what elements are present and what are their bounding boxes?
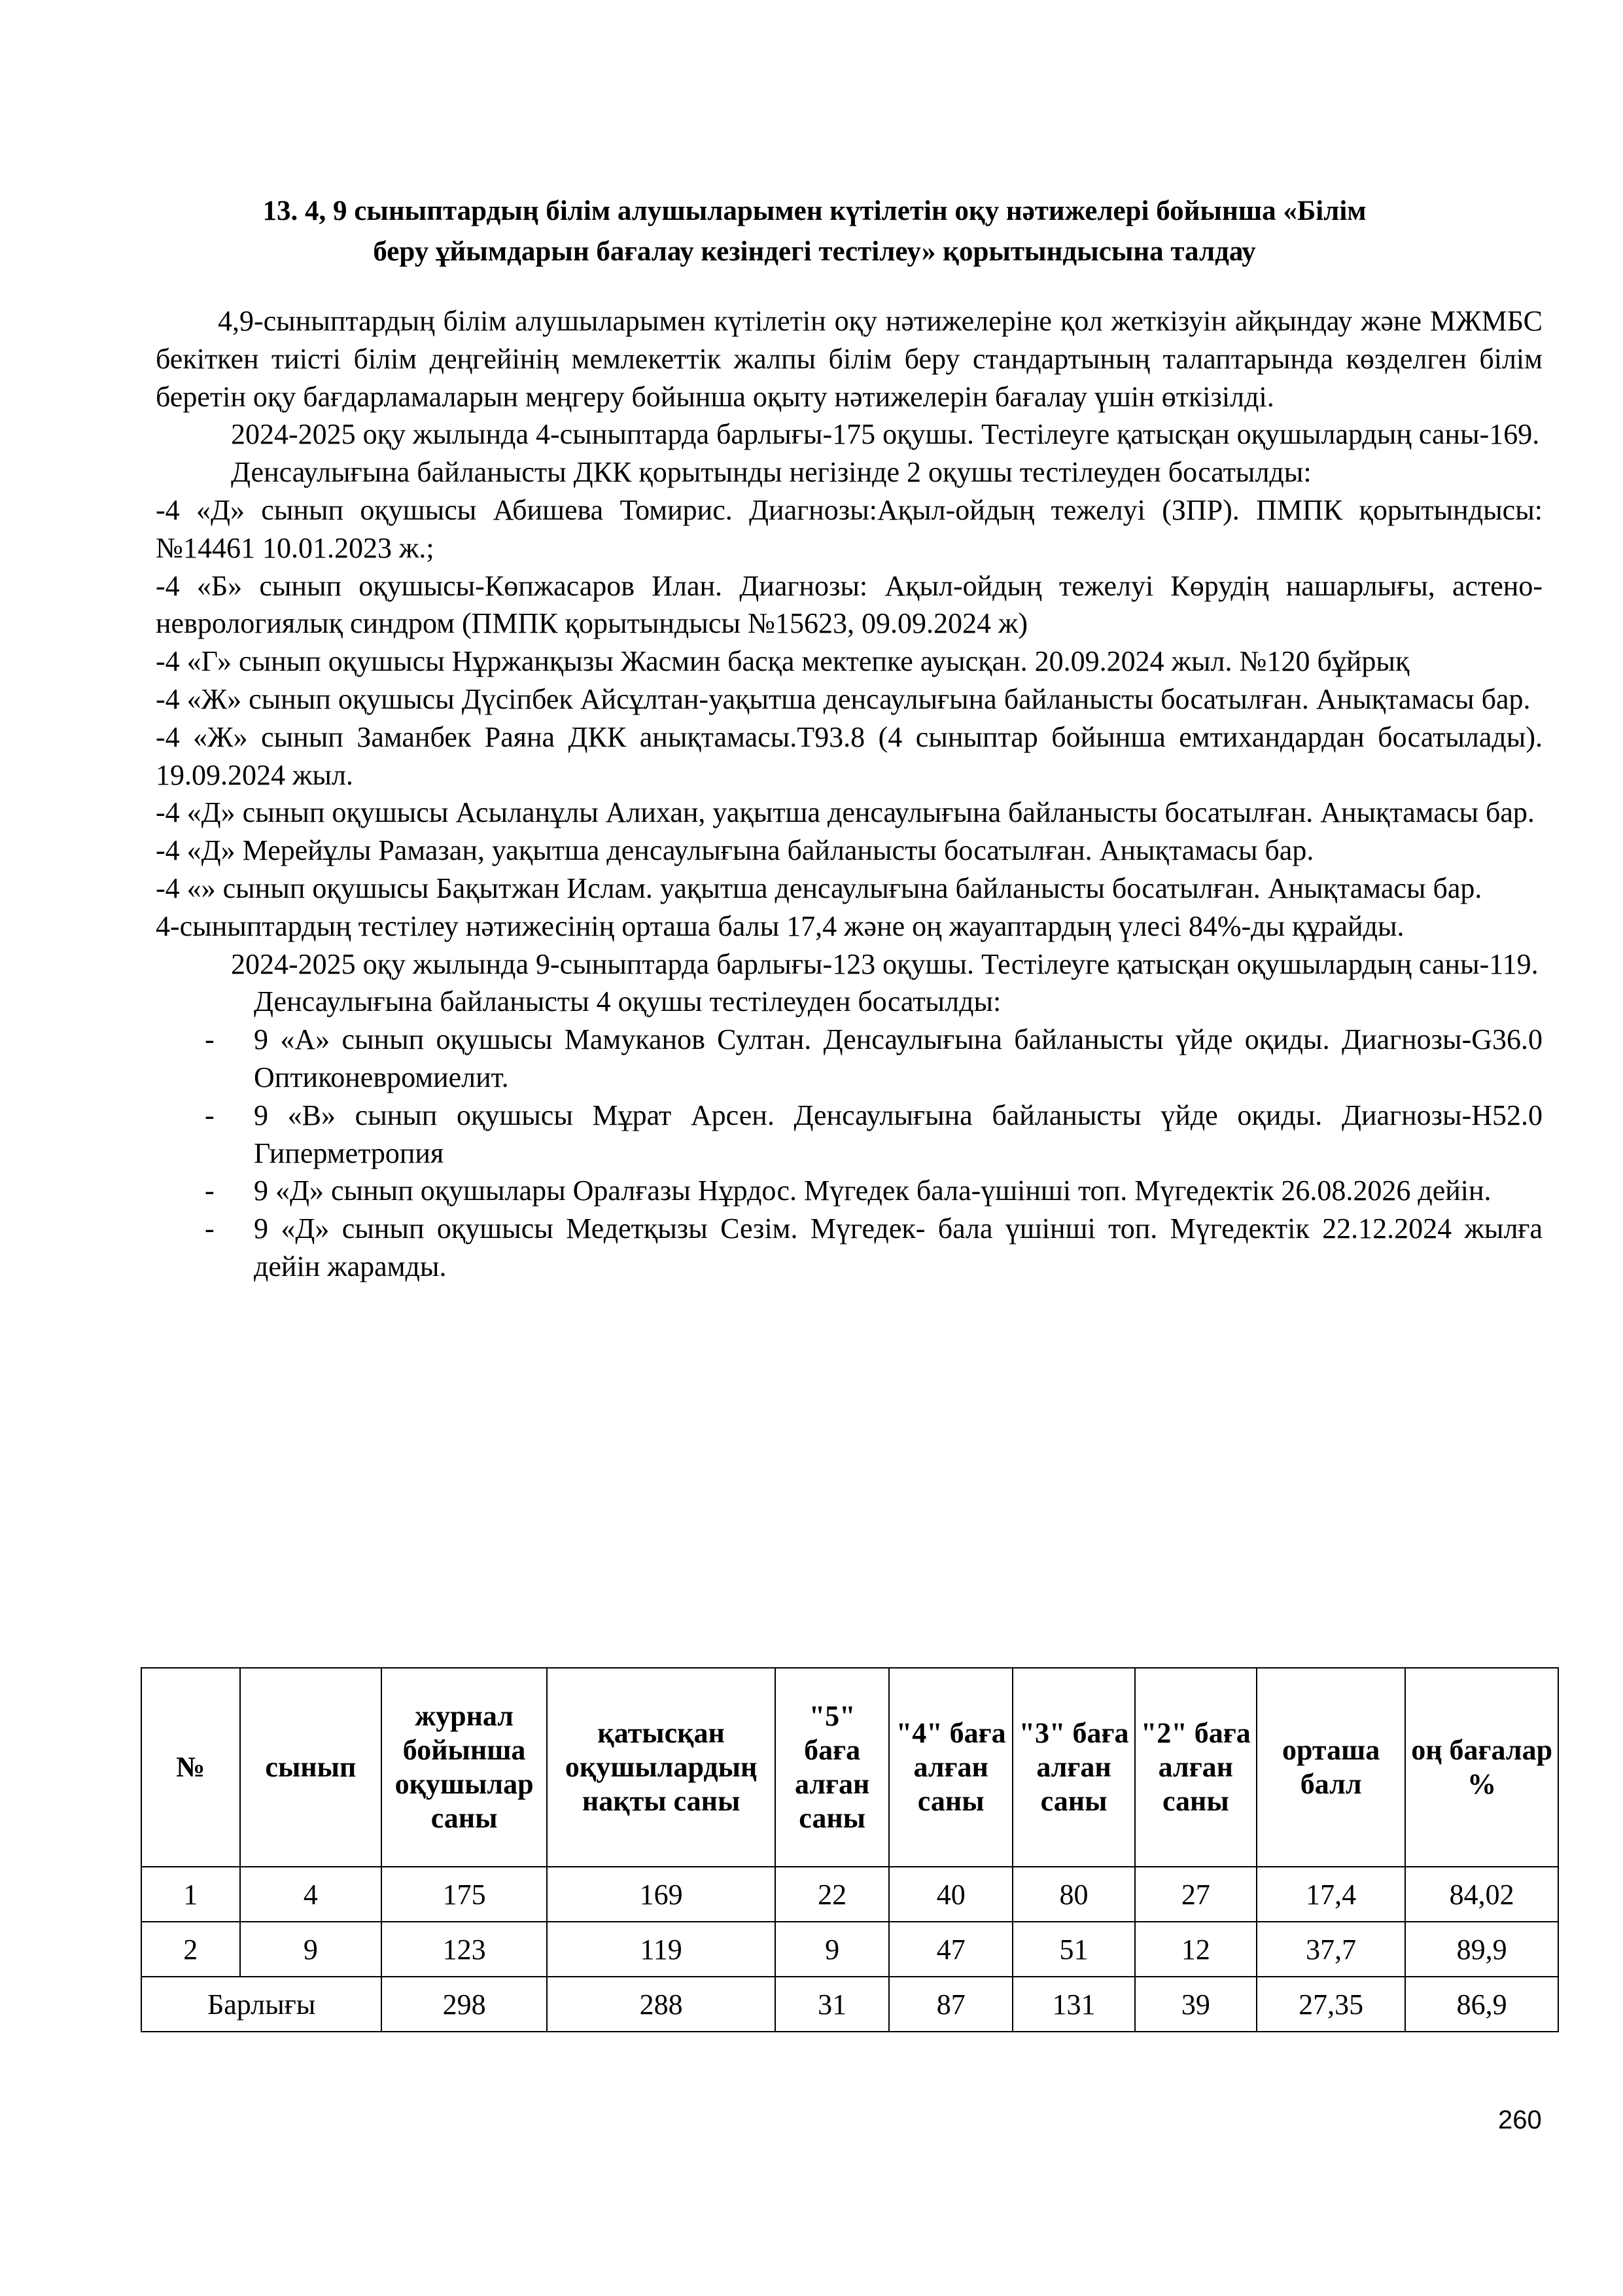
header-average: орташа балл — [1257, 1668, 1405, 1867]
grade4-exempt-item: -4 «Д» Мерейұлы Рамазан, уақытша денсаулығына байланысты босатылған. Анықтамасы бар. — [156, 834, 1314, 867]
header-grade-3: "3" баға алған саны — [1013, 1668, 1134, 1867]
header-grade: сынып — [240, 1668, 382, 1867]
list-item-text: 9 «В» сынып оқушысы Мұрат Арсен. Денсаулығына байланысты үйде оқиды. Диагнозы-H52.0 Гиперметропия — [254, 1099, 1543, 1169]
cell-grade-5: 31 — [775, 1977, 889, 2032]
cell-positive-pct: 86,9 — [1405, 1977, 1558, 2032]
cell-grade-2: 27 — [1135, 1867, 1257, 1922]
cell-grade-2: 39 — [1135, 1977, 1257, 2032]
cell-average: 17,4 — [1257, 1867, 1405, 1922]
cell-journal-count: 298 — [381, 1977, 547, 2032]
header-grade-4: "4" баға алған саны — [889, 1668, 1013, 1867]
list-dash: - — [205, 1174, 215, 1207]
cell-actual-count: 119 — [547, 1922, 775, 1977]
cell-grade-3: 131 — [1013, 1977, 1134, 2032]
grade4-exempt-item: -4 «Д» сынып оқушысы Абишева Томирис. Диагнозы:Ақыл-ойдың тежелуі (ЗПР). ПМПК қорытындысы: №14461 10.01.2023 ж.; — [156, 493, 1543, 564]
section-title — [150, 191, 1478, 272]
grade4-result-paragraph: 4-сыныптардың тестілеу нәтижесінің орташа балы 17,4 және оң жауаптардың үлесі 84%-ды құрайды. — [156, 910, 1405, 942]
grade4-exempt-item: -4 «Б» сынып оқушысы-Көпжасаров Илан. Диагнозы: Ақыл-ойдың тежелуі Көрудің нашарлығы, астено- неврологиялық синдром (ПМПК қорытындысы №15623, 09.09.2024 ж) — [156, 569, 1543, 640]
cell-grade-4: 47 — [889, 1922, 1013, 1977]
grade9-exempt-intro: Денсаулығына байланысты 4 оқушы тестілеуден босатылды: — [254, 985, 1002, 1018]
table-row — [141, 1922, 1558, 1977]
cell-journal-count: 123 — [381, 1922, 547, 1977]
list-item — [156, 1097, 1543, 1173]
list-item-text: 9 «Д» сынып оқушысы Медетқызы Сезім. Мүгедек- бала үшінші топ. Мүгедектік 22.12.2024 жылға дейін жарамды. — [254, 1212, 1543, 1282]
cell-positive-pct: 84,02 — [1405, 1867, 1558, 1922]
grade4-exempt-item: -4 «Д» сынып оқушысы Асыланұлы Алихан, уақытша денсаулығына байланысты босатылған. Анықтамасы бар. — [156, 796, 1535, 829]
table-total-row — [141, 1977, 1558, 2032]
cell-grade-5: 22 — [775, 1867, 889, 1922]
grade4-count-paragraph: 2024-2025 оқу жылында 4-сыныптарда барлығы-175 оқушы. Тестілеуге қатысқан оқушылардың саны-169. — [231, 418, 1540, 451]
cell-number: 1 — [141, 1867, 240, 1922]
cell-grade-4: 40 — [889, 1867, 1013, 1922]
cell-actual-count: 169 — [547, 1867, 775, 1922]
table-row — [141, 1867, 1558, 1922]
header-positive-pct: оң бағалар % — [1405, 1668, 1558, 1867]
cell-journal-count: 175 — [381, 1867, 547, 1922]
table-header-row — [141, 1668, 1558, 1867]
page-number: 260 — [1498, 2106, 1542, 2134]
list-item — [156, 1172, 1543, 1210]
document-body — [156, 302, 1543, 1286]
list-dash: - — [205, 1023, 215, 1056]
list-dash: - — [205, 1099, 215, 1131]
list-item — [156, 1210, 1543, 1286]
list-item — [156, 1021, 1543, 1097]
header-number: № — [141, 1668, 240, 1867]
cell-grade-2: 12 — [1135, 1922, 1257, 1977]
cell-positive-pct: 89,9 — [1405, 1922, 1558, 1977]
grade4-exempt-item: -4 «Ж» сынып Заманбек Раяна ДКК анықтамасы.Т93.8 (4 сыныптар бойынша емтихандардан босатылады). 19.09.2024 жыл. — [156, 720, 1543, 791]
cell-actual-count: 288 — [547, 1977, 775, 2032]
cell-grade-5: 9 — [775, 1922, 889, 1977]
results-table — [141, 1667, 1559, 2032]
cell-grade-3: 80 — [1013, 1867, 1134, 1922]
grade4-exempt-intro: Денсаулығына байланысты ДКК қорытынды негізінде 2 оқушы тестілеуден босатылды: — [231, 456, 1312, 489]
section-title-line-1: 13. 4, 9 сыныптардың білім алушыларымен күтілетін оқу нәтижелері бойынша «Білім — [262, 196, 1367, 226]
list-dash: - — [205, 1212, 215, 1245]
intro-paragraph: 4,9-сыныптардың білім алушыларымен күтілетін оқу нәтижелеріне қол жеткізуін айқындау және МЖМБС бекіткен тиісті білім деңгейінің мемлекеттік жалпы білім беру стандартының талаптарында көзделген білім беретін оқу бағдарламаларын меңгеру бойынша оқыту нәтижелерін бағалау үшін өткізілді. — [156, 305, 1543, 413]
header-grade-5: "5" баға алған саны — [775, 1668, 889, 1867]
cell-average: 27,35 — [1257, 1977, 1405, 2032]
grade4-exempt-item: -4 «» сынып оқушысы Бақытжан Ислам. уақытша денсаулығына байланысты босатылған. Анықтамасы бар. — [156, 872, 1482, 904]
grade4-exempt-item: -4 «Г» сынып оқушысы Нұржанқызы Жасмин басқа мектепке ауысқан. 20.09.2024 жыл. №120 бұйрық — [156, 645, 1410, 678]
cell-average: 37,7 — [1257, 1922, 1405, 1977]
section-title-line-2: беру ұйымдарын бағалау кезіндегі тестілеу» қорытындысына талдау — [373, 236, 1256, 267]
cell-grade: 4 — [240, 1867, 382, 1922]
list-item-text: 9 «А» сынып оқушысы Мамуканов Султан. Денсаулығына байланысты үйде оқиды. Диагнозы-G36.0 Оптиконевромиелит. — [254, 1023, 1543, 1093]
grade9-exempt-list — [156, 1021, 1543, 1286]
cell-total-label: Барлығы — [141, 1977, 381, 2032]
cell-grade: 9 — [240, 1922, 382, 1977]
cell-number: 2 — [141, 1922, 240, 1977]
cell-grade-3: 51 — [1013, 1922, 1134, 1977]
header-journal-count: журнал бойынша оқушылар саны — [381, 1668, 547, 1867]
header-grade-2: "2" баға алған саны — [1135, 1668, 1257, 1867]
grade9-count-paragraph: 2024-2025 оқу жылында 9-сыныптарда барлығы-123 оқушы. Тестілеуге қатысқан оқушылардың саны-119. — [231, 947, 1539, 980]
cell-grade-4: 87 — [889, 1977, 1013, 2032]
grade4-exempt-item: -4 «Ж» сынып оқушысы Дүсіпбек Айсұлтан-уақытша денсаулығына байланысты босатылған. Анықтамасы бар. — [156, 682, 1531, 715]
header-actual-count: қатысқан оқушылардың нақты саны — [547, 1668, 775, 1867]
list-item-text: 9 «Д» сынып оқушылары Оралғазы Нұрдос. Мүгедек бала-үшінші топ. Мүгедектік 26.08.2026 дейін. — [254, 1174, 1492, 1207]
